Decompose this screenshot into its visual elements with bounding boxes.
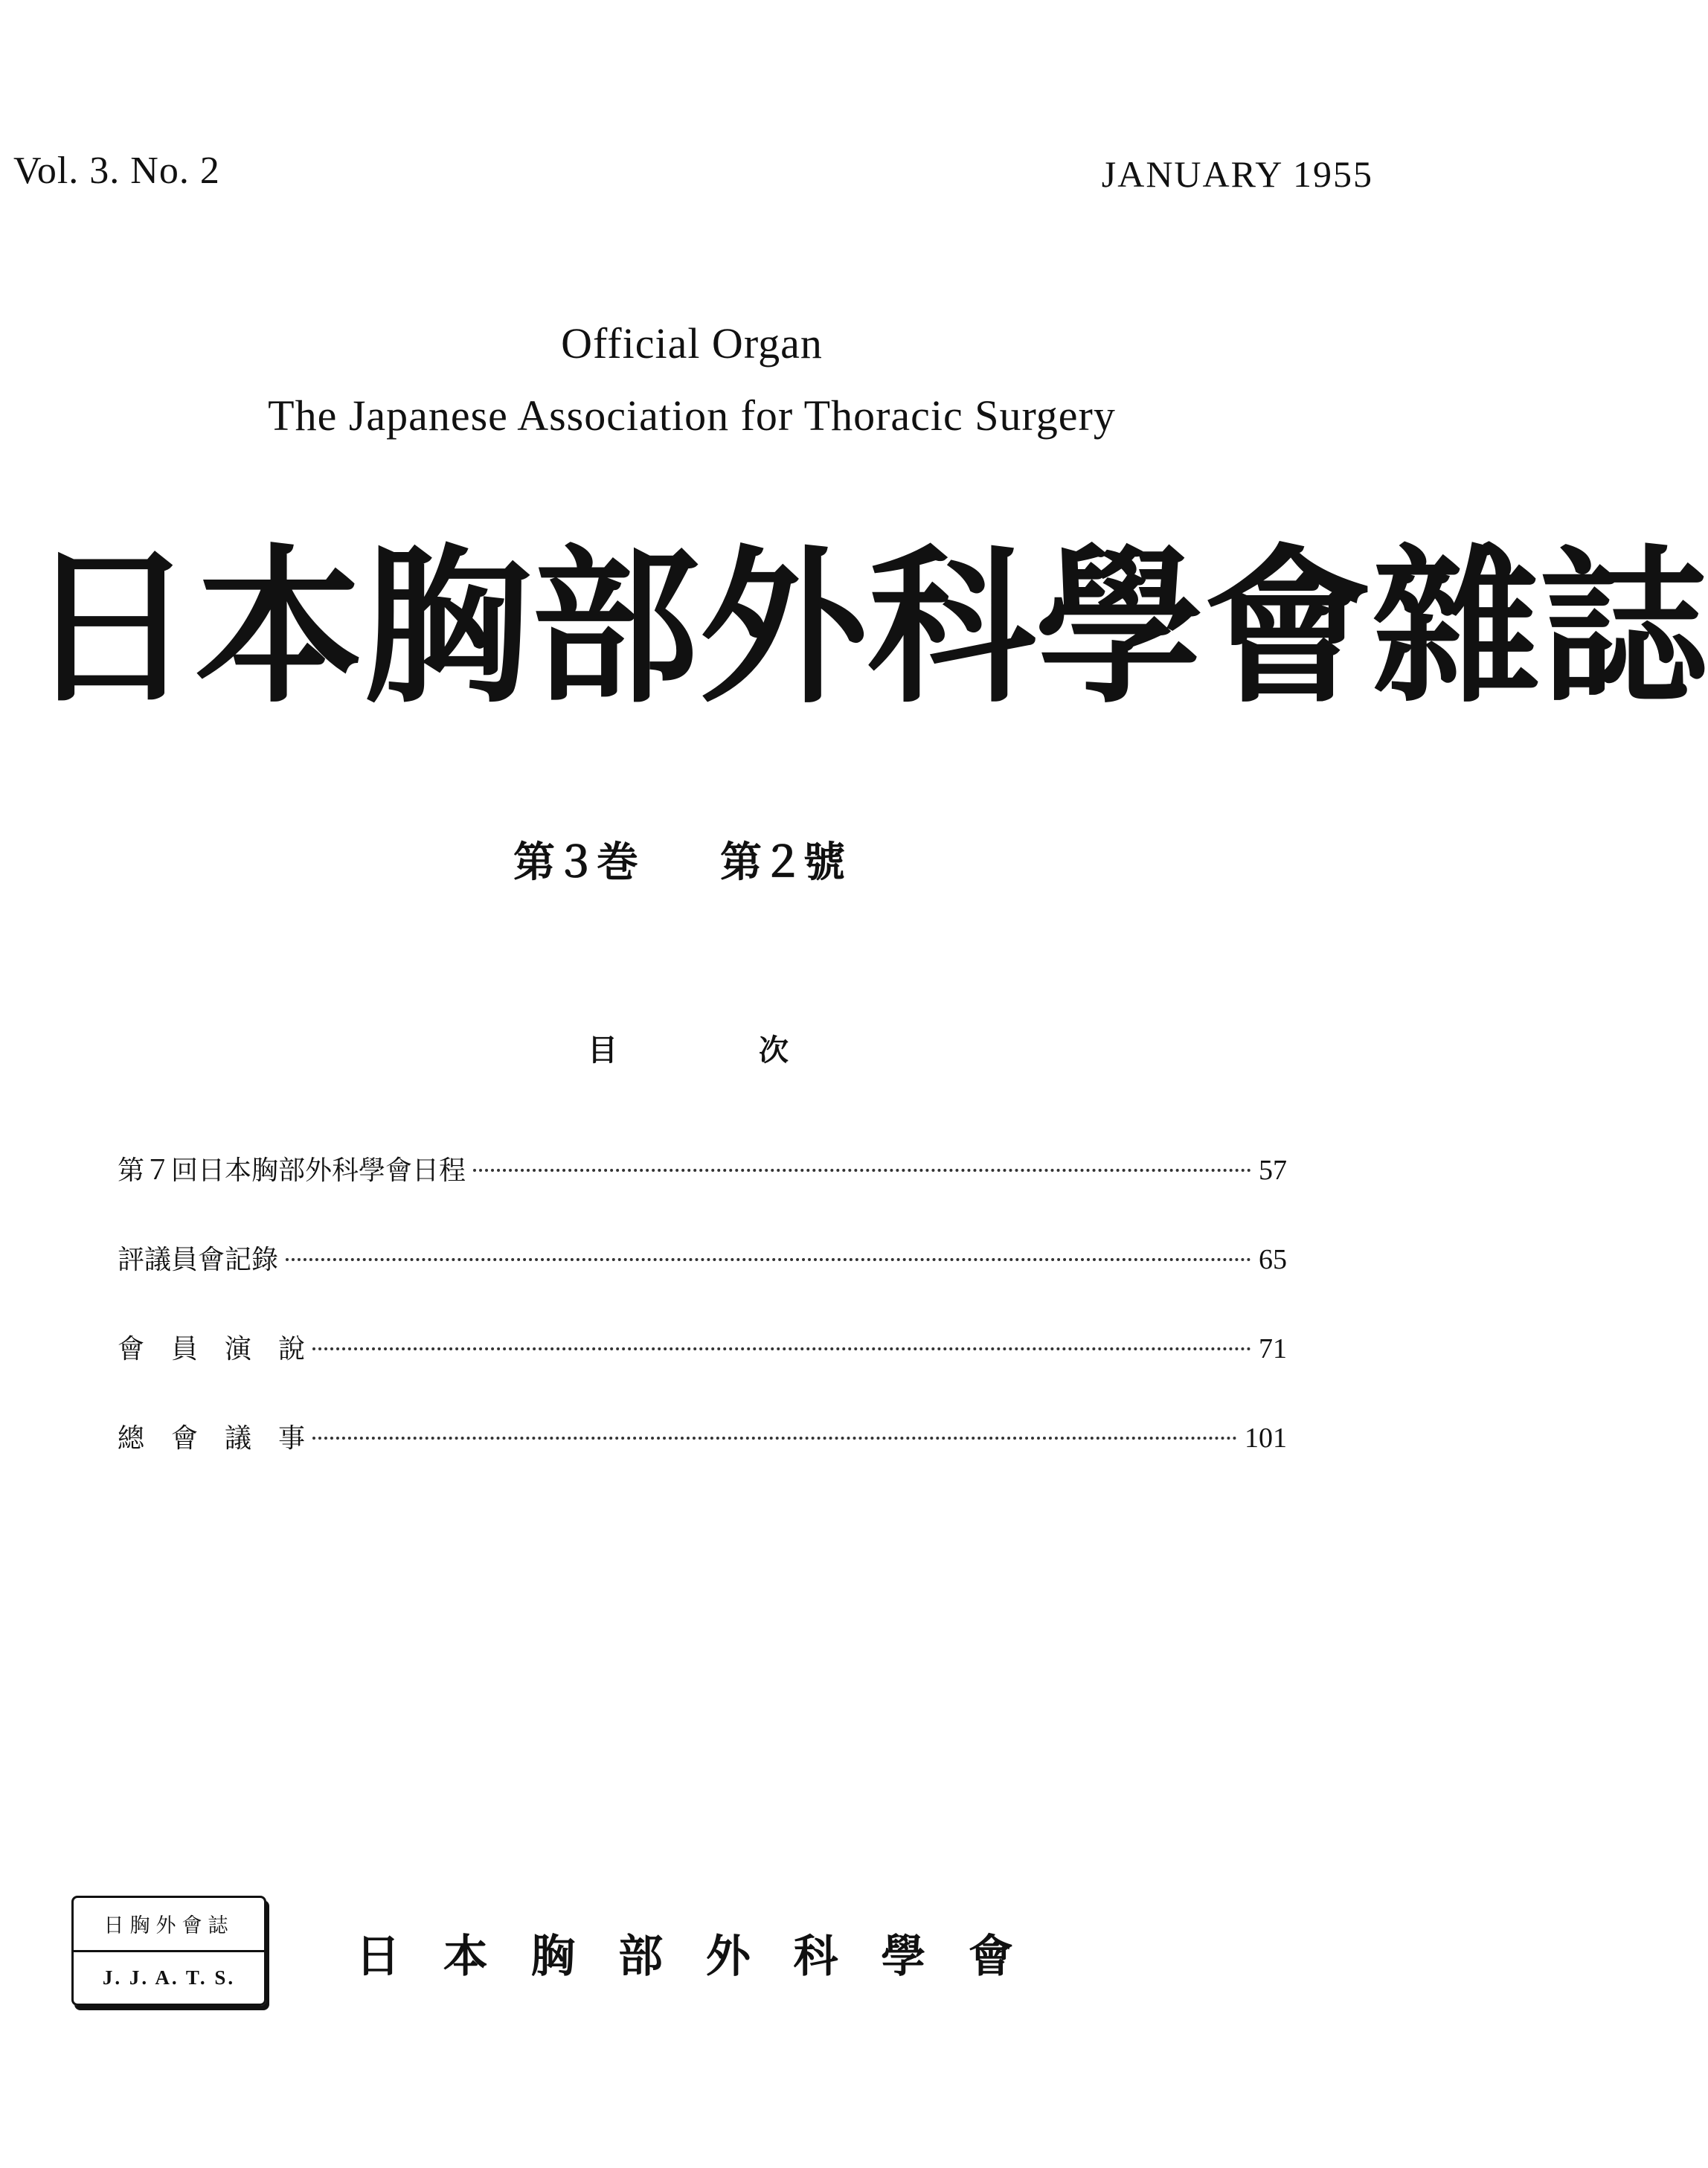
issue-date: JANUARY 1955 xyxy=(1101,153,1373,195)
publisher-name-char: 部 xyxy=(618,1932,664,1981)
toc-entry[interactable] xyxy=(118,1149,1287,1191)
stamp-japanese-abbreviation: 日胸外會誌 xyxy=(74,1898,264,1952)
journal-title-char: 本 xyxy=(195,530,364,726)
journal-title-char: 日 xyxy=(27,530,196,726)
publisher-name-char: 學 xyxy=(881,1932,926,1981)
contents-heading xyxy=(588,1027,789,1069)
toc-entry-title: 評議員會記錄 xyxy=(118,1245,279,1274)
toc-entry[interactable] xyxy=(118,1239,1287,1280)
toc-entry-title: 第７回日本胸部外科學會日程 xyxy=(118,1155,466,1185)
publisher-name-char: 科 xyxy=(793,1932,838,1981)
journal-title xyxy=(27,521,1708,737)
toc-entry[interactable] xyxy=(118,1328,1287,1370)
journal-title-char: 學 xyxy=(1036,530,1204,726)
journal-title-char: 胸 xyxy=(363,530,532,726)
publisher-name-char: 本 xyxy=(443,1932,488,1981)
contents-heading-char: 目 xyxy=(588,1033,617,1068)
toc-leader-dots xyxy=(312,1347,1251,1350)
toc-entry-page: 101 xyxy=(1245,1423,1287,1454)
publisher-name-char: 胸 xyxy=(530,1932,576,1981)
toc-entry-page: 65 xyxy=(1259,1244,1287,1275)
journal-abbreviation-stamp xyxy=(71,1896,266,2006)
toc-entry-page: 57 xyxy=(1259,1155,1287,1186)
toc-leader-dots xyxy=(312,1437,1237,1440)
journal-title-char: 外 xyxy=(699,530,868,726)
publisher-name-char: 會 xyxy=(968,1932,1013,1981)
toc-entry-title: 總 會 議 事 xyxy=(118,1423,306,1453)
volume-issue-japanese xyxy=(513,830,845,889)
toc-leader-dots xyxy=(473,1169,1251,1172)
journal-title-char: 會 xyxy=(1204,530,1372,726)
volume-number: Vol. 3. No. 2 xyxy=(13,150,220,192)
official-organ-line: Official Organ xyxy=(561,319,823,368)
journal-title-char: 誌 xyxy=(1540,530,1708,726)
association-name-line: The Japanese Association for Thoracic Surgery xyxy=(268,391,1116,440)
toc-entry[interactable] xyxy=(118,1417,1287,1459)
publisher-name-char: 外 xyxy=(705,1932,751,1981)
journal-title-char: 雜 xyxy=(1372,530,1541,726)
publisher-name xyxy=(356,1921,1013,1985)
toc-entry-title: 會 員 演 說 xyxy=(118,1334,306,1364)
journal-title-char: 科 xyxy=(867,530,1036,726)
publisher-name-char: 日 xyxy=(356,1932,400,1981)
stamp-english-abbreviation: J. J. A. T. S. xyxy=(102,1966,236,1989)
volume-label: 第３巻 xyxy=(513,838,638,887)
toc-leader-dots xyxy=(286,1258,1251,1261)
journal-title-char: 部 xyxy=(531,530,700,726)
issue-label: 第２號 xyxy=(720,838,845,887)
contents-heading-char: 次 xyxy=(759,1033,789,1068)
toc-entry-page: 71 xyxy=(1259,1333,1287,1364)
